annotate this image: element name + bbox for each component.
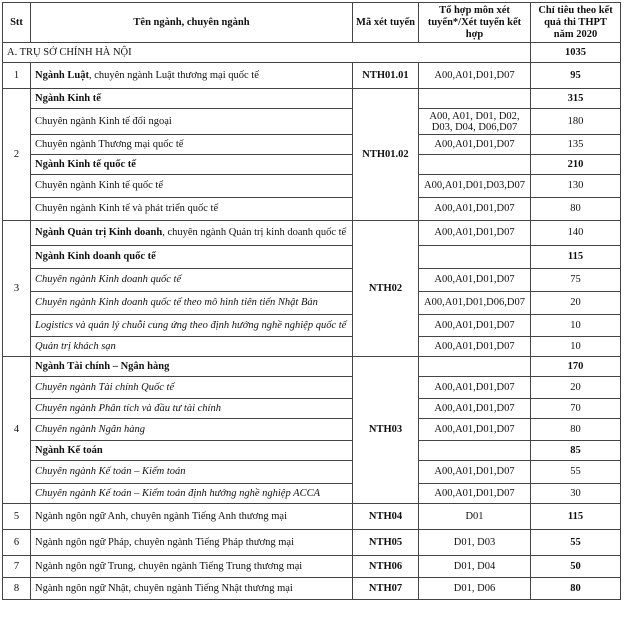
row-quota: 55 — [531, 461, 621, 484]
row-quota: 20 — [531, 377, 621, 399]
row-stt: 3 — [3, 221, 31, 357]
row-combo — [419, 357, 531, 377]
row-combo: A00,A01,D01,D07 — [419, 419, 531, 441]
row-combo: A00,A01,D01,D07 — [419, 198, 531, 221]
row-stt: 2 — [3, 89, 31, 221]
row-name — [31, 377, 353, 399]
row-quota: 50 — [531, 556, 621, 578]
header-quota: Chỉ tiêu theo kết quả thi THPT năm 2020 — [531, 3, 621, 43]
table-row — [3, 530, 621, 556]
row-name — [31, 556, 353, 578]
row-code: NTH05 — [353, 530, 419, 556]
program-name: Ngành ngôn ngữ Trung, chuyên ngành Tiếng Trung thương mại — [35, 560, 303, 572]
table-row — [3, 269, 621, 292]
row-stt: 1 — [3, 63, 31, 89]
program-name: Ngành ngôn ngữ Anh, chuyên ngành Tiếng Anh thương mại — [35, 510, 288, 522]
row-quota: 315 — [531, 89, 621, 109]
row-quota: 10 — [531, 337, 621, 357]
row-name — [31, 246, 353, 269]
row-quota: 30 — [531, 484, 621, 504]
row-code: NTH01.02 — [353, 89, 419, 221]
row-stt: 6 — [3, 530, 31, 556]
table-row — [3, 556, 621, 578]
header-row — [3, 3, 621, 43]
row-name — [31, 357, 353, 377]
row-name — [31, 315, 353, 337]
row-name — [31, 484, 353, 504]
row-combo: D01, D06 — [419, 578, 531, 600]
row-code: NTH01.01 — [353, 63, 419, 89]
row-quota: 75 — [531, 269, 621, 292]
header-name: Tên ngành, chuyên ngành — [31, 3, 353, 43]
row-combo: A00,A01,D01,D07 — [419, 399, 531, 419]
row-name — [31, 109, 353, 135]
row-name — [31, 578, 353, 600]
row-stt: 7 — [3, 556, 31, 578]
program-name: Chuyên ngành Ngân hàng — [35, 423, 145, 435]
program-name: Chuyên ngành Kế toán – Kiểm toán — [35, 466, 186, 477]
section-label: A. TRỤ SỞ CHÍNH HÀ NỘI — [3, 43, 531, 63]
table-row — [3, 377, 621, 399]
row-quota: 115 — [531, 504, 621, 530]
row-name — [31, 504, 353, 530]
row-quota: 115 — [531, 246, 621, 269]
program-name: Ngành ngôn ngữ Pháp, chuyên ngành Tiếng Pháp thương mại — [35, 536, 295, 548]
row-combo: A00,A01,D01,D06,D07 — [419, 292, 531, 315]
row-code: NTH02 — [353, 221, 419, 357]
table-row — [3, 419, 621, 441]
program-name: Chuyên ngành Phân tích và đầu tư tài chính — [35, 402, 221, 414]
row-combo: A00,A01,D01,D07 — [419, 484, 531, 504]
row-stt: 4 — [3, 357, 31, 504]
program-name-bold: Ngành Kinh tế quốc tế — [35, 158, 136, 170]
program-name-bold: Ngành Kinh tế — [35, 92, 101, 104]
row-code: NTH04 — [353, 504, 419, 530]
table-row — [3, 155, 621, 175]
table-row — [3, 292, 621, 315]
table-row — [3, 484, 621, 504]
row-combo: A00,A01,D01,D07 — [419, 135, 531, 155]
row-quota: 80 — [531, 578, 621, 600]
row-combo: A00,A01,D01,D07 — [419, 63, 531, 89]
row-combo: A00,A01,D01,D07 — [419, 315, 531, 337]
table-row — [3, 315, 621, 337]
admission-quota-table — [2, 2, 621, 600]
row-code: NTH03 — [353, 357, 419, 504]
row-combo: A00,A01,D01,D07 — [419, 269, 531, 292]
program-name: Logistics và quản lý chuỗi cung ứng theo định hướng nghề nghiệp quốc tế — [35, 319, 347, 331]
row-name — [31, 63, 353, 89]
row-quota: 80 — [531, 419, 621, 441]
row-combo: A00, A01, D01, D02, D03, D04, D06,D07 — [419, 109, 531, 135]
table-row — [3, 109, 621, 135]
program-name: Chuyên ngành Kế toán – Kiểm toán định hướng nghề nghiệp ACCA — [35, 487, 320, 499]
row-code: NTH06 — [353, 556, 419, 578]
row-quota: 210 — [531, 155, 621, 175]
program-name-rest: , chuyên ngành Quản trị kinh doanh quốc tế — [162, 227, 347, 238]
table-row — [3, 337, 621, 357]
row-quota: 80 — [531, 198, 621, 221]
table-row — [3, 63, 621, 89]
row-stt: 8 — [3, 578, 31, 600]
row-quota: 55 — [531, 530, 621, 556]
table-row — [3, 221, 621, 246]
table-row — [3, 198, 621, 221]
table-row — [3, 135, 621, 155]
row-combo: A00,A01,D01,D07 — [419, 337, 531, 357]
program-name: Chuyên ngành Kinh doanh quốc tế theo mô hình tiên tiến Nhật Bản — [35, 297, 318, 308]
program-name: Ngành ngôn ngữ Nhật, chuyên ngành Tiếng Nhật thương mại — [35, 582, 293, 594]
table-row — [3, 175, 621, 198]
table-row — [3, 89, 621, 109]
row-quota: 140 — [531, 221, 621, 246]
row-combo: A00,A01,D01,D07 — [419, 221, 531, 246]
row-combo — [419, 246, 531, 269]
program-name-bold: Ngành Tài chính – Ngân hàng — [35, 360, 170, 372]
header-stt: Stt — [3, 3, 31, 43]
header-code: Mã xét tuyển — [353, 3, 419, 43]
row-name — [31, 155, 353, 175]
row-code: NTH07 — [353, 578, 419, 600]
table-row — [3, 399, 621, 419]
row-name — [31, 461, 353, 484]
row-name — [31, 441, 353, 461]
program-name-bold: Ngành Kinh doanh quốc tế — [35, 251, 156, 262]
row-quota: 135 — [531, 135, 621, 155]
row-name — [31, 198, 353, 221]
row-name — [31, 135, 353, 155]
table-row — [3, 246, 621, 269]
program-name: Chuyên ngành Tài chính Quốc tế — [35, 381, 175, 393]
row-combo: A00,A01,D01,D07 — [419, 461, 531, 484]
row-combo — [419, 441, 531, 461]
row-stt: 5 — [3, 504, 31, 530]
program-name: Chuyên ngành Kinh tế đối ngoại — [35, 115, 172, 127]
row-combo: D01, D03 — [419, 530, 531, 556]
row-name — [31, 175, 353, 198]
table-row — [3, 357, 621, 377]
row-quota: 85 — [531, 441, 621, 461]
row-name — [31, 269, 353, 292]
table-row — [3, 578, 621, 600]
row-quota: 70 — [531, 399, 621, 419]
row-name — [31, 89, 353, 109]
row-quota: 170 — [531, 357, 621, 377]
row-name — [31, 337, 353, 357]
row-name — [31, 530, 353, 556]
row-quota: 95 — [531, 63, 621, 89]
row-combo: A00,A01,D01,D07 — [419, 377, 531, 399]
table-row — [3, 461, 621, 484]
section-row — [3, 43, 621, 63]
program-name-bold: Ngành Kế toán — [35, 444, 103, 456]
program-name: Chuyên ngành Kinh doanh quốc tế — [35, 274, 182, 285]
program-name: Chuyên ngành Kinh tế quốc tế — [35, 180, 164, 191]
program-name: Chuyên ngành Thương mại quốc tế — [35, 138, 184, 150]
row-combo: A00,A01,D01,D03,D07 — [419, 175, 531, 198]
program-name-rest: , chuyên ngành Luật thương mại quốc tế — [88, 69, 259, 81]
program-name-bold: Ngành Quản trị Kinh doanh — [35, 227, 163, 238]
row-quota: 130 — [531, 175, 621, 198]
row-combo: D01 — [419, 504, 531, 530]
row-name — [31, 419, 353, 441]
row-combo — [419, 155, 531, 175]
table-row — [3, 441, 621, 461]
table-body — [3, 43, 621, 600]
row-combo: D01, D04 — [419, 556, 531, 578]
program-name-bold: Ngành Luật — [35, 69, 89, 81]
row-name — [31, 221, 353, 246]
table-row — [3, 504, 621, 530]
row-quota: 180 — [531, 109, 621, 135]
row-name — [31, 399, 353, 419]
row-quota: 20 — [531, 292, 621, 315]
row-quota: 10 — [531, 315, 621, 337]
program-name: Chuyên ngành Kinh tế và phát triển quốc tế — [35, 203, 219, 214]
row-name — [31, 292, 353, 315]
row-combo — [419, 89, 531, 109]
header-combo: Tổ hợp môn xét tuyển*/Xét tuyển kết hợp — [419, 3, 531, 43]
program-name: Quản trị khách sạn — [35, 340, 116, 352]
section-quota: 1035 — [531, 43, 621, 63]
